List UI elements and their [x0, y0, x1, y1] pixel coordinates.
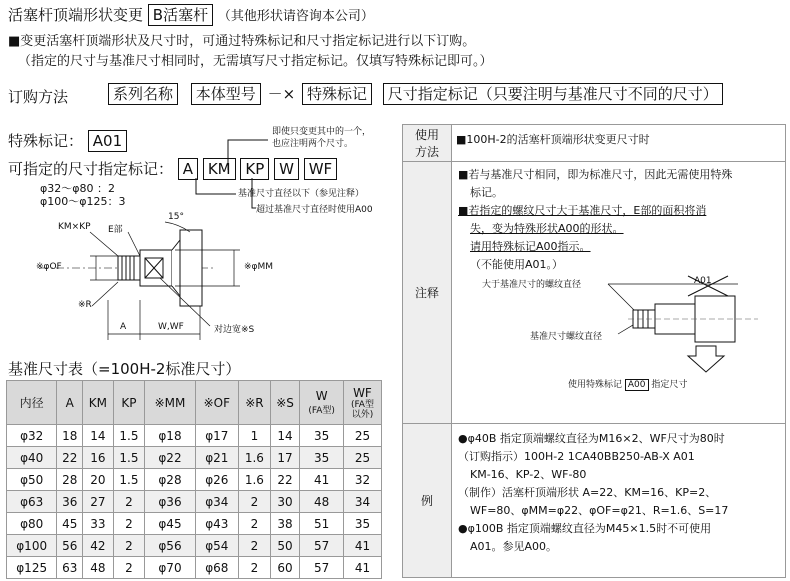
table-cell: 14	[270, 425, 300, 447]
dim-code-a: A	[178, 158, 198, 180]
order-body: 本体型号	[191, 83, 261, 105]
th-wf	[343, 381, 381, 425]
dim-label: 可指定的尺寸指定标记：	[8, 160, 174, 178]
table-cell: φ34	[195, 491, 238, 513]
table-cell: φ125	[7, 557, 57, 579]
table-cell: 1.6	[239, 469, 271, 491]
example-7: A01。参见A00。	[470, 540, 558, 553]
marks-note-a: 即使只变更其中的一个，	[272, 127, 372, 137]
table-cell: 17	[270, 447, 300, 469]
th-of: ※OF	[195, 381, 238, 425]
title-box: B活塞杆	[148, 4, 213, 26]
rod-drawing	[0, 0, 410, 360]
use-label-1: 使用	[414, 128, 439, 142]
example-label: 例	[403, 424, 452, 578]
example-6: ●φ100B 指定顶端螺纹直径为M45×1.5时不可使用	[458, 522, 712, 535]
table-cell: 14	[83, 425, 113, 447]
dim-code-km: KM	[203, 158, 236, 180]
label-kmkp: KM×KP	[58, 222, 91, 232]
notes-table	[402, 124, 786, 578]
table-cell: φ45	[145, 513, 195, 535]
table-cell: φ70	[145, 557, 195, 579]
use-label-2: 方法	[414, 145, 439, 159]
table-cell: 45	[57, 513, 83, 535]
table-cell: 16	[83, 447, 113, 469]
table-cell: φ50	[7, 469, 57, 491]
table-cell: φ80	[7, 513, 57, 535]
table-cell: 20	[83, 469, 113, 491]
diagram-big: 大于基准尺寸的螺纹直径	[482, 280, 582, 290]
table-cell: 41	[300, 469, 344, 491]
table-cell: 56	[57, 535, 83, 557]
table-cell: 30	[270, 491, 300, 513]
diagram-a01: A01	[694, 276, 712, 286]
label-a: A	[120, 322, 127, 332]
table-cell: φ21	[195, 447, 238, 469]
example-2: （订购指示）100H-2 1CA40BB250-AB-X A01	[458, 450, 695, 463]
order-dash: －×	[267, 85, 296, 103]
diagram-use-row	[568, 376, 687, 394]
diagram-use2: 指定尺寸	[651, 380, 688, 390]
table-cell: φ26	[195, 469, 238, 491]
note-2c: 请用特殊标记A00指示。	[470, 240, 591, 253]
table-cell: 60	[270, 557, 300, 579]
use-label	[403, 125, 452, 162]
note-content	[452, 162, 786, 424]
range-1: φ32～φ80 ：2	[40, 182, 116, 195]
th-kp: KP	[113, 381, 145, 425]
order-label: 订购方法	[8, 88, 69, 106]
table-row	[7, 557, 382, 579]
label-angle: 15°	[168, 212, 184, 222]
table-cell: φ56	[145, 535, 195, 557]
th-w-label: W	[315, 389, 328, 403]
table-cell: 2	[113, 535, 145, 557]
table-row	[7, 447, 382, 469]
title-note: （其他形状请咨询本公司）	[217, 9, 374, 24]
note-2b: 失，变为特殊形状A00的形状。	[470, 222, 624, 235]
marks-note-d: 超过基准尺寸直径时使用A00	[256, 205, 373, 215]
table-row	[7, 425, 382, 447]
table-cell: 18	[57, 425, 83, 447]
table-cell: 33	[83, 513, 113, 535]
table-cell: 2	[239, 535, 271, 557]
th-s: ※S	[270, 381, 300, 425]
table-cell: 2	[239, 491, 271, 513]
example-4: （制作）活塞杆顶端形状 A=22、KM=16、KP=2、	[458, 486, 717, 499]
table-row	[7, 513, 382, 535]
table-cell: 1.6	[239, 447, 271, 469]
table-cell: φ43	[195, 513, 238, 535]
table-cell: φ40	[7, 447, 57, 469]
table-cell: 48	[300, 491, 344, 513]
th-wf-label: WF	[353, 385, 372, 400]
table-cell: 51	[300, 513, 344, 535]
dim-code-kp: KP	[240, 158, 269, 180]
special-code: A01	[88, 130, 127, 152]
example-1: ●φ40B 指定顶端螺纹直径为M16×2、WF尺寸为80时	[458, 432, 725, 445]
diagram-base: 基准尺寸螺纹直径	[530, 332, 603, 342]
th-w-sub: (FA型)	[308, 406, 335, 416]
table-cell: 38	[270, 513, 300, 535]
diagram-a00: A00	[625, 379, 649, 391]
table-cell: 1.5	[113, 425, 145, 447]
use-text: ■100H-2的活塞杆顶端形状变更尺寸时	[452, 125, 786, 162]
table-cell: 25	[343, 447, 381, 469]
dimension-table-body	[7, 425, 382, 579]
th-km: KM	[83, 381, 113, 425]
table-cell: 35	[300, 425, 344, 447]
diagram-use: 使用特殊标记	[568, 380, 623, 390]
table-cell: 2	[113, 513, 145, 535]
table-row	[7, 535, 382, 557]
label-s: 对边宽※S	[214, 325, 255, 335]
table-cell: 34	[343, 491, 381, 513]
th-mm: ※MM	[145, 381, 195, 425]
table-cell: 22	[270, 469, 300, 491]
label-of: ※φOF	[36, 262, 62, 272]
table-cell: 27	[83, 491, 113, 513]
table-cell: φ22	[145, 447, 195, 469]
example-content	[452, 424, 786, 578]
marks-note-c: 基准尺寸直径以下（参见注释）	[238, 189, 365, 199]
table-cell: φ36	[145, 491, 195, 513]
special-label: 特殊标记：	[8, 132, 84, 150]
dim-code-wf: WF	[304, 158, 337, 180]
table-cell: 42	[83, 535, 113, 557]
table-title: 基准尺寸表（=100H-2标准尺寸）	[8, 360, 241, 378]
label-wwf: W,WF	[158, 322, 184, 332]
table-cell: 1	[239, 425, 271, 447]
table-cell: 36	[57, 491, 83, 513]
th-wf-sub1: (FA型	[350, 399, 374, 410]
note-2a: ■若指定的螺纹尺寸大于基准尺寸，E部的面积将消	[458, 204, 707, 217]
label-r: ※R	[78, 300, 92, 310]
label-mm: ※φMM	[244, 262, 274, 272]
table-cell: 57	[300, 557, 344, 579]
table-cell: 41	[343, 557, 381, 579]
table-cell: 41	[343, 535, 381, 557]
intro-line-2: （指定的尺寸与基准尺寸相同时，无需填写尺寸指定标记。仅填写特殊标记即可。）	[18, 54, 493, 69]
example-3: KM-16、KP-2、WF-80	[470, 468, 587, 481]
table-cell: 1.5	[113, 469, 145, 491]
table-cell: φ100	[7, 535, 57, 557]
table-cell: 22	[57, 447, 83, 469]
table-cell: 1.5	[113, 447, 145, 469]
note-1a: ■若与基准尺寸相同，即为标准尺寸，因此无需使用特殊	[458, 168, 733, 181]
table-cell: 2	[113, 491, 145, 513]
table-cell: 57	[300, 535, 344, 557]
range-2: φ100～φ125：3	[40, 195, 126, 208]
table-cell: φ17	[195, 425, 238, 447]
th-r: ※R	[239, 381, 271, 425]
table-cell: 2	[113, 557, 145, 579]
example-5: WF=80、φMM=φ22、φOF=φ21、R=1.6、S=17	[470, 504, 729, 517]
table-cell: 63	[57, 557, 83, 579]
table-row	[7, 469, 382, 491]
th-a: A	[57, 381, 83, 425]
note-1b: 标记。	[470, 186, 503, 199]
page-title: 活塞杆顶端形状变更	[8, 6, 144, 24]
th-w	[300, 381, 344, 425]
order-series: 系列名称	[108, 83, 178, 105]
note-diagram	[458, 274, 779, 394]
label-epart: E部	[108, 225, 123, 235]
dim-code-w: W	[274, 158, 299, 180]
intro-line-1: ■变更活塞杆顶端形状及尺寸时，可通过特殊标记和尺寸指定标记进行以下订购。	[8, 34, 476, 49]
table-cell: 2	[239, 557, 271, 579]
table-row	[7, 491, 382, 513]
order-dims: 尺寸指定标记（只要注明与基准尺寸不同的尺寸）	[383, 83, 723, 105]
table-cell: φ18	[145, 425, 195, 447]
table-cell: φ63	[7, 491, 57, 513]
note-label: 注释	[403, 162, 452, 424]
table-cell: φ68	[195, 557, 238, 579]
note-2d: （不能使用A01。）	[470, 258, 564, 271]
table-cell: φ54	[195, 535, 238, 557]
table-cell: 25	[343, 425, 381, 447]
dimension-table	[6, 380, 382, 579]
th-wf-sub2: 以外)	[351, 409, 374, 420]
table-cell: 35	[300, 447, 344, 469]
th-bore: 内径	[7, 381, 57, 425]
table-cell: 32	[343, 469, 381, 491]
table-cell: 2	[239, 513, 271, 535]
marks-note-b: 也应注明两个尺寸。	[272, 139, 354, 149]
table-cell: 35	[343, 513, 381, 535]
table-cell: φ32	[7, 425, 57, 447]
order-special: 特殊标记	[302, 83, 372, 105]
table-cell: φ28	[145, 469, 195, 491]
table-cell: 50	[270, 535, 300, 557]
table-cell: 48	[83, 557, 113, 579]
table-cell: 28	[57, 469, 83, 491]
